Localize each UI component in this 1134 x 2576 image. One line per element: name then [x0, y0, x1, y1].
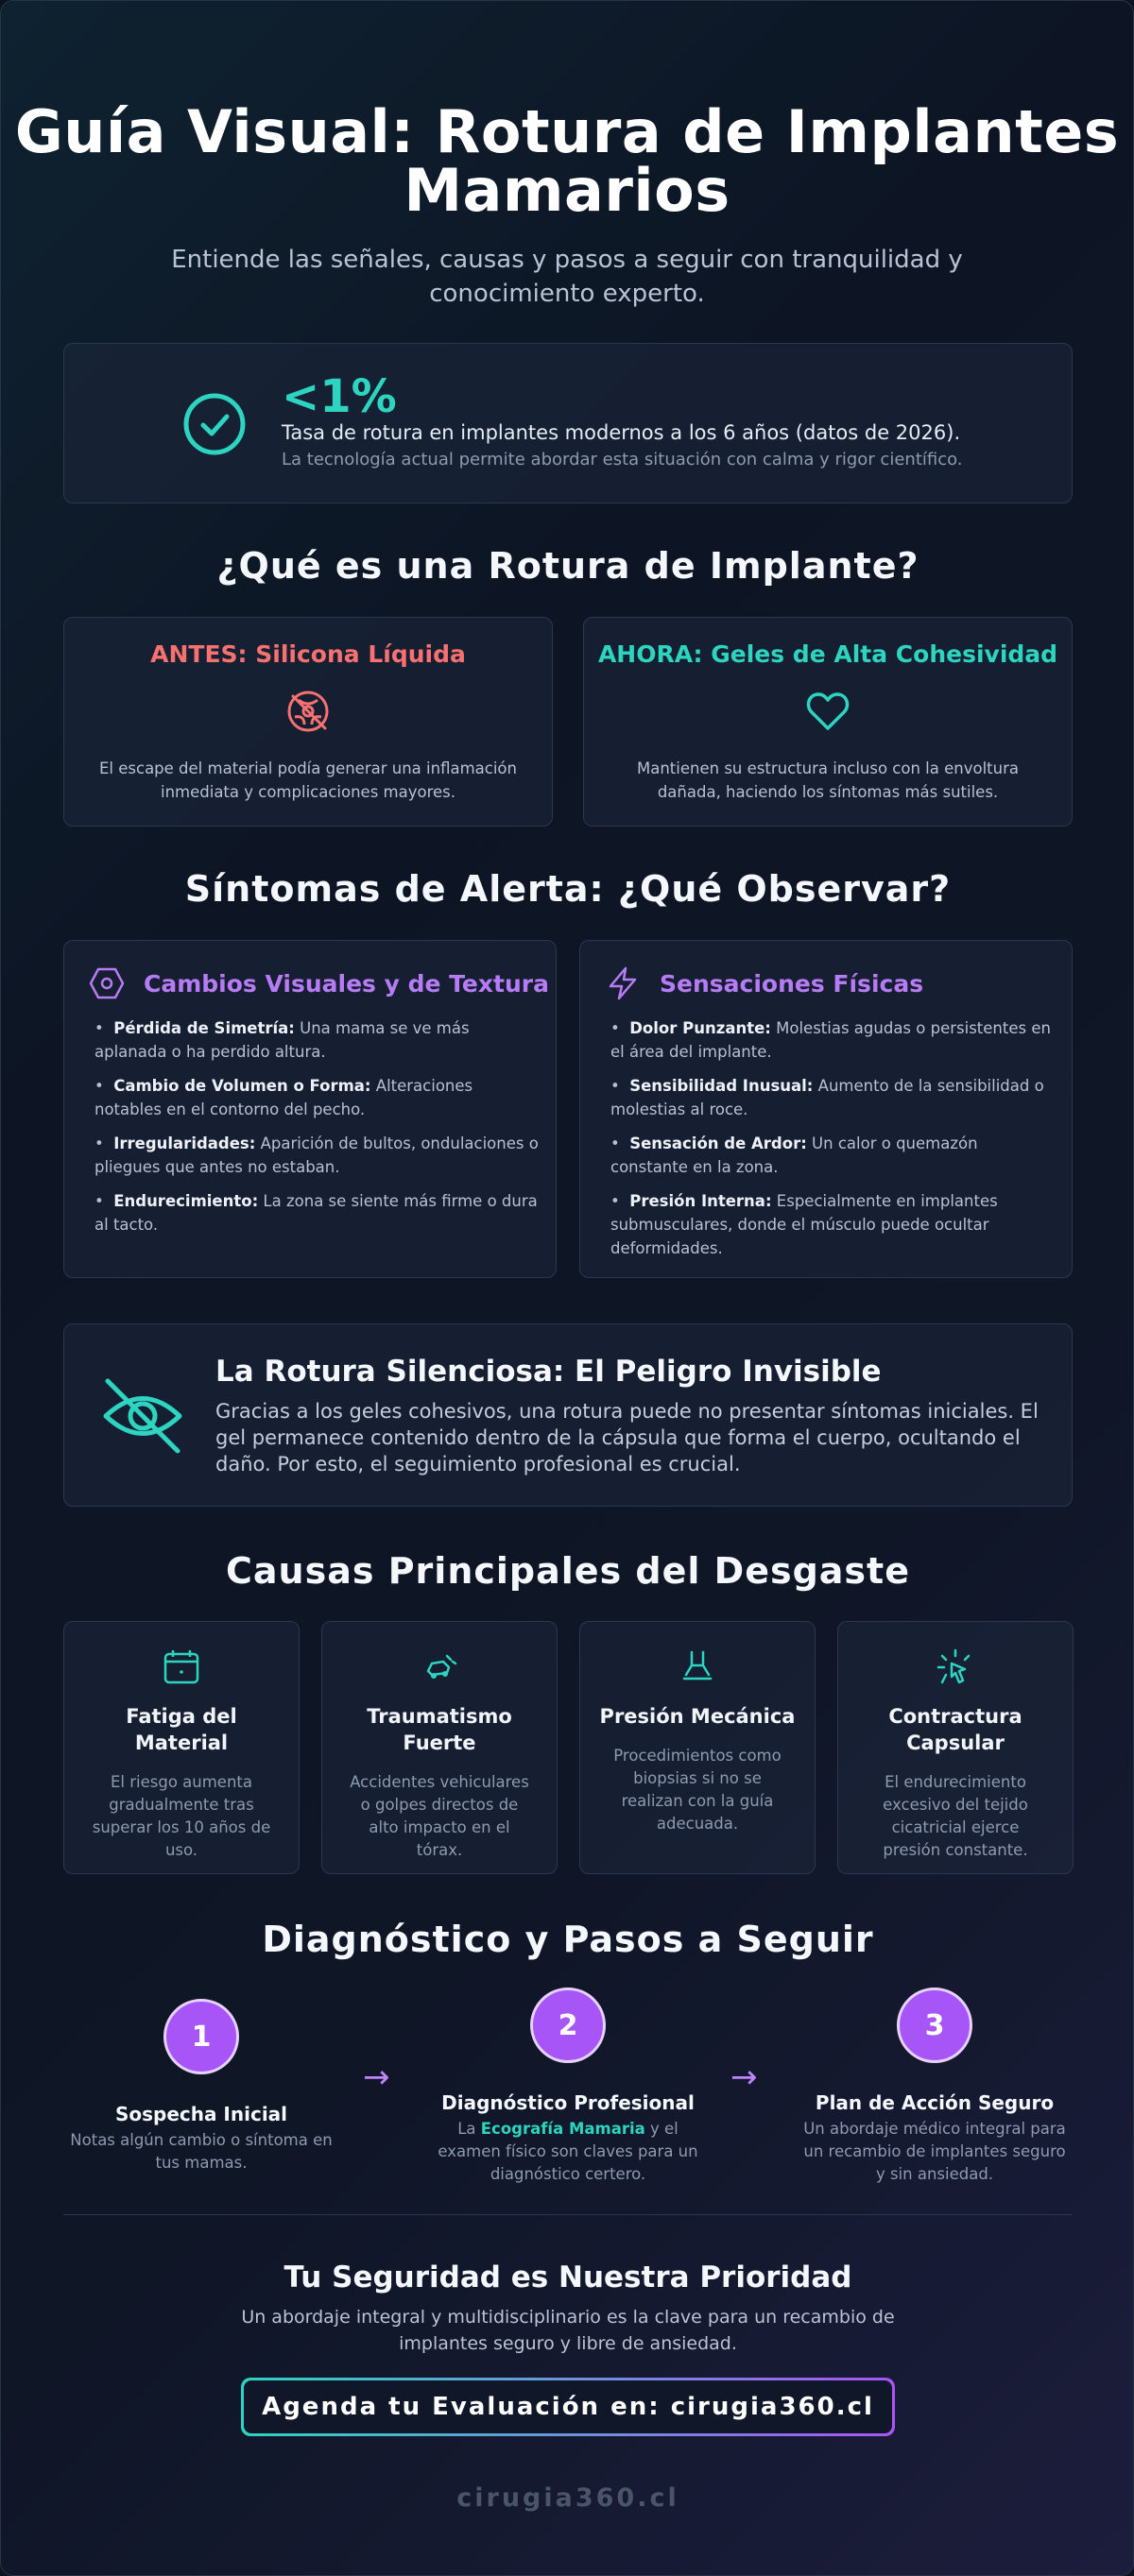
visual-symptoms-card: [63, 940, 557, 1278]
cause-text: Procedimientos como biopsias si no se realizan con la guía adecuada.: [613, 1747, 782, 1833]
before-text: El escape del material podía generar una inflamación inmediata y complicaciones mayores.: [99, 759, 517, 801]
step-2: [426, 1987, 710, 2186]
arrow-icon: →: [363, 2058, 390, 2096]
silent-rupture-title: La Rotura Silenciosa: El Peligro Invisible: [215, 1355, 882, 1389]
footer-brand: cirugia360.cl: [456, 2483, 679, 2513]
car-crash-icon: [419, 1646, 460, 1688]
cause-card-fatigue: [63, 1621, 300, 1874]
step-title: Diagnóstico Profesional: [441, 2091, 695, 2114]
now-card: [583, 617, 1073, 827]
closing-text: Un abordaje integral y multidisciplinario es la clave para un recambio de implantes seguro y libre de ansiedad.: [241, 2307, 895, 2354]
stat-line2: La tecnología actual permite abordar esta situación con calma y rigor científico.: [282, 450, 963, 469]
step-text: Notas algún cambio o síntoma en tus mamas.: [70, 2131, 333, 2172]
step-text: La Ecografía Mamaria y el examen físico son claves para un diagnóstico certero.: [438, 2120, 698, 2183]
visual-symptoms-list: [94, 1016, 539, 1247]
section-title-causes: Causas Principales del Desgaste: [226, 1550, 910, 1592]
hexagon-icon: [89, 965, 125, 1001]
page-title: [1, 97, 1133, 225]
cause-title: Fatiga del Material: [126, 1705, 237, 1754]
silent-rupture-card: [63, 1323, 1073, 1507]
lightning-icon: [605, 965, 641, 1001]
visual-symptoms-title: Cambios Visuales y de Textura: [144, 969, 549, 998]
physical-symptoms-list: [610, 1016, 1055, 1271]
eye-off-icon: [100, 1373, 185, 1459]
cause-title: Contractura Capsular: [888, 1705, 1022, 1754]
cause-title: Presión Mecánica: [599, 1705, 796, 1728]
cause-text: Accidentes vehiculares o golpes directos de alto impacto en el tórax.: [350, 1773, 529, 1859]
step-number: 2: [530, 1987, 606, 2063]
cta-button[interactable]: [241, 2378, 895, 2436]
divider: [63, 2214, 1073, 2215]
now-text: Mantienen su estructura incluso con la envoltura dañada, haciendo los síntomas más sutiles.: [637, 759, 1019, 801]
list-item: • Cambio de Volumen o Forma: Alteraciones notables en el contorno del pecho.: [94, 1077, 473, 1118]
physical-symptoms-title: Sensaciones Físicas: [660, 969, 924, 998]
step-text: Un abordaje médico integral para un recambio de implantes seguro y sin ansiedad.: [803, 2120, 1066, 2183]
heart-icon: [803, 687, 852, 736]
list-item: • Pérdida de Simetría: Una mama se ve más aplanada o ha perdido altura.: [94, 1019, 470, 1061]
calendar-icon: [161, 1646, 202, 1688]
section-title-steps: Diagnóstico y Pasos a Seguir: [262, 1919, 874, 1960]
stat-line1: Tasa de rotura en implantes modernos a los 6 años (datos de 2026).: [282, 421, 961, 444]
page-subtitle: Entiende las señales, causas y pasos a seguir con tranquilidad y conocimiento experto.: [171, 246, 963, 308]
step-title: Plan de Acción Seguro: [815, 2091, 1055, 2114]
cause-card-contracture: [837, 1621, 1074, 1874]
list-item: • Sensibilidad Inusual: Aumento de la sensibilidad o molestias al roce.: [610, 1077, 1044, 1118]
step-title: Sospecha Inicial: [114, 2103, 288, 2125]
list-item: • Presión Interna: Especialmente en implantes submusculares, donde el músculo puede ocultar deformidades.: [610, 1192, 998, 1257]
cause-text: El endurecimiento excesivo del tejido cicatricial ejerce presión constante.: [883, 1773, 1028, 1859]
step-highlight: Ecografía Mamaria: [480, 2120, 645, 2138]
list-item: • Irregularidades: Aparición de bultos, ondulaciones o pliegues que antes no estaban.: [94, 1134, 539, 1176]
section-title-symptoms: Síntomas de Alerta: ¿Qué Observar?: [184, 868, 952, 910]
step-number: 3: [897, 1987, 972, 2063]
now-title: AHORA: Geles de Alta Cohesividad: [597, 640, 1058, 668]
silent-rupture-text: Gracias a los geles cohesivos, una rotura puede no presentar síntomas iniciales. El gel permanece contenido dentro de la cápsula que forma el cuerpo, ocultando el daño. Por esto, el seguimiento profesional es crucial.: [215, 1400, 1039, 1476]
cause-card-trauma: [321, 1621, 558, 1874]
hero: [1, 1, 1133, 311]
cta-label: Agenda tu Evaluación en: cirugia360.cl: [244, 2380, 892, 2433]
cause-card-pressure: [579, 1621, 816, 1874]
arrow-icon: →: [730, 2058, 758, 2096]
step-3: [793, 1987, 1076, 2186]
physical-symptoms-header: [605, 965, 923, 1001]
section-title-what-is: ¿Qué es una Rotura de Implante?: [216, 545, 919, 587]
list-item: • Sensación de Ardor: Un calor o quemazón constante en la zona.: [610, 1134, 978, 1176]
step-1: [60, 1999, 343, 2175]
cause-title: Traumatismo Fuerte: [367, 1705, 512, 1754]
before-title: ANTES: Silicona Líquida: [150, 640, 466, 668]
step-number: 1: [163, 1999, 239, 2074]
list-item: • Endurecimiento: La zona se siente más firme o dura al tacto.: [94, 1192, 538, 1234]
list-item: • Dolor Punzante: Molestias agudas o persistentes en el área del implante.: [610, 1019, 1051, 1061]
cursor-burst-icon: [935, 1646, 976, 1688]
physical-symptoms-card: [579, 940, 1073, 1278]
page-title-line2: Mamarios: [404, 156, 730, 225]
stat-card: [63, 343, 1073, 503]
before-card: [63, 617, 553, 827]
page-title-line1: Guía Visual: Rotura de Implantes: [14, 97, 1120, 166]
biohazard-icon: [284, 687, 333, 736]
cause-text: El riesgo aumenta gradualmente tras superar los 10 años de uso.: [92, 1773, 271, 1859]
closing-title: Tu Seguridad es Nuestra Prioridad: [284, 2260, 852, 2295]
visual-symptoms-header: [89, 965, 549, 1001]
stat-value: <1%: [282, 370, 397, 423]
clamp-icon: [677, 1646, 718, 1688]
check-circle-icon: [181, 391, 248, 457]
